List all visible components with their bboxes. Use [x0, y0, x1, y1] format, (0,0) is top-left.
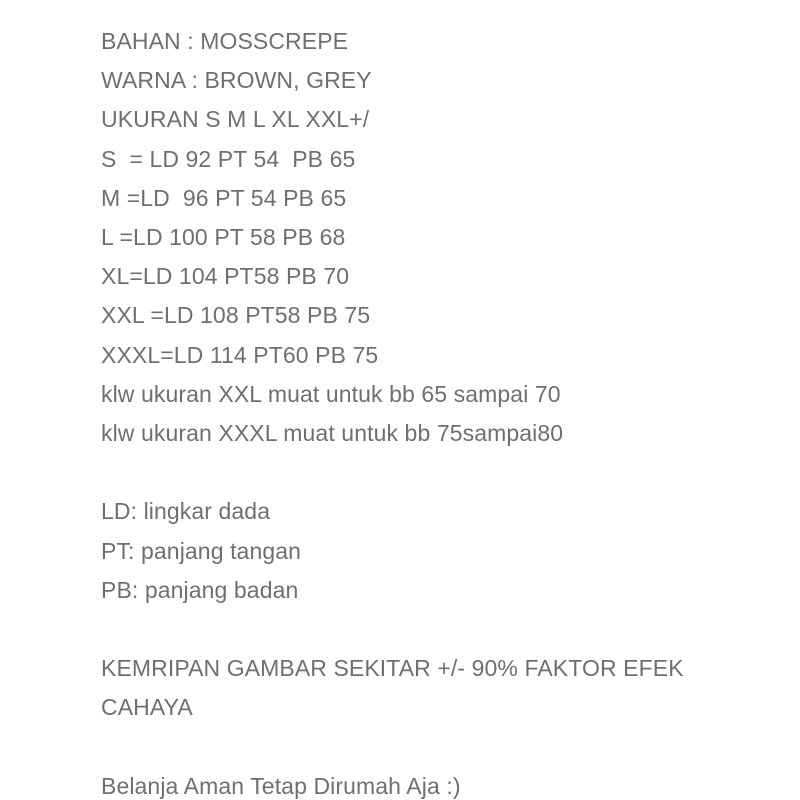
size-s-line: S = LD 92 PT 54 PB 65 [101, 145, 356, 172]
pb-definition: PB: panjang badan [101, 576, 299, 603]
size-options-line: UKURAN S M L XL XXL+/ [101, 106, 370, 133]
spacer-line [101, 453, 751, 492]
product-description [101, 22, 751, 800]
size-xxxl-line: XXXL=LD 114 PT60 PB 75 [101, 341, 379, 368]
spacer-line [101, 610, 751, 649]
xxxl-weight-note: klw ukuran XXXL muat untuk bb 75sampai80 [101, 420, 564, 447]
xxl-weight-note: klw ukuran XXL muat untuk bb 65 sampai 70 [101, 380, 561, 407]
ld-definition: LD: lingkar dada [101, 498, 271, 525]
spacer-line [101, 728, 751, 767]
size-xxl-line: XXL =LD 108 PT58 PB 75 [101, 302, 371, 329]
image-similarity-note-continued: CAHAYA [101, 694, 193, 721]
material-line: BAHAN : MOSSCREPE [101, 28, 349, 54]
closing-message: Belanja Aman Tetap Dirumah Aja :) [101, 772, 461, 799]
size-m-line: M =LD 96 PT 54 PB 65 [101, 184, 347, 211]
size-xl-line: XL=LD 104 PT58 PB 70 [101, 263, 350, 290]
image-similarity-note: KEMRIPAN GAMBAR SEKITAR +/- 90% FAKTOR EFEK [101, 655, 684, 682]
size-l-line: L =LD 100 PT 58 PB 68 [101, 224, 346, 251]
color-line: WARNA : BROWN, GREY [101, 67, 372, 94]
pt-definition: PT: panjang tangan [101, 537, 302, 564]
